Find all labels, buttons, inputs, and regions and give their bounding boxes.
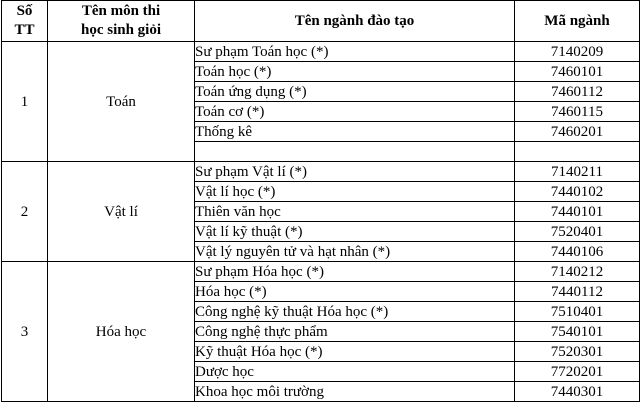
major-name: Toán học (*) <box>195 62 515 82</box>
group-number: 3 <box>2 262 48 402</box>
major-code: 7720201 <box>515 362 640 382</box>
major-code: 7460201 <box>515 122 640 142</box>
major-name: Thiên văn học <box>195 202 515 222</box>
major-name: Khoa học môi trường <box>195 382 515 402</box>
major-name: Sư phạm Vật lí (*) <box>195 162 515 182</box>
major-name: Toán cơ (*) <box>195 102 515 122</box>
group-number: 1 <box>2 42 48 162</box>
major-name: Toán ứng dụng (*) <box>195 82 515 102</box>
group-subject: Vật lí <box>48 162 195 262</box>
major-code: 7520401 <box>515 222 640 242</box>
header-subject <box>48 1 195 42</box>
major-code: 7440106 <box>515 242 640 262</box>
header-subject-line2: học sinh giỏi <box>80 22 162 38</box>
major-code: 7140209 <box>515 42 640 62</box>
header-subject-line1: Tên môn thi <box>81 3 161 19</box>
major-name <box>195 142 515 162</box>
table-row <box>2 42 640 62</box>
table-header-row <box>2 1 640 42</box>
major-name: Vật lí kỹ thuật (*) <box>195 222 515 242</box>
major-name: Công nghệ thực phẩm <box>195 322 515 342</box>
major-name: Thống kê <box>195 122 515 142</box>
header-code: Mã ngành <box>515 1 640 42</box>
major-name: Vật lí học (*) <box>195 182 515 202</box>
group-subject: Hóa học <box>48 262 195 402</box>
major-code: 7460101 <box>515 62 640 82</box>
header-stt <box>2 1 48 42</box>
group-number: 2 <box>2 162 48 262</box>
majors-table <box>1 0 640 402</box>
major-name: Sư phạm Toán học (*) <box>195 42 515 62</box>
table-row <box>2 162 640 182</box>
major-name: Sư phạm Hóa học (*) <box>195 262 515 282</box>
major-code: 7140211 <box>515 162 640 182</box>
major-code: 7540101 <box>515 322 640 342</box>
group-subject: Toán <box>48 42 195 162</box>
header-major: Tên ngành đào tạo <box>195 1 515 42</box>
major-code: 7460112 <box>515 82 640 102</box>
major-code <box>515 142 640 162</box>
major-code: 7140212 <box>515 262 640 282</box>
major-code: 7440112 <box>515 282 640 302</box>
table-body <box>2 42 640 402</box>
header-stt-line2: TT <box>14 22 35 38</box>
table-row <box>2 262 640 282</box>
major-code: 7510401 <box>515 302 640 322</box>
major-name: Dược học <box>195 362 515 382</box>
major-name: Kỹ thuật Hóa học (*) <box>195 342 515 362</box>
major-code: 7460115 <box>515 102 640 122</box>
major-code: 7440301 <box>515 382 640 402</box>
major-code: 7440101 <box>515 202 640 222</box>
major-code: 7520301 <box>515 342 640 362</box>
header-stt-line1: Số <box>16 3 33 19</box>
major-name: Công nghệ kỹ thuật Hóa học (*) <box>195 302 515 322</box>
major-code: 7440102 <box>515 182 640 202</box>
major-name: Hóa học (*) <box>195 282 515 302</box>
major-name: Vật lý nguyên tử và hạt nhân (*) <box>195 242 515 262</box>
